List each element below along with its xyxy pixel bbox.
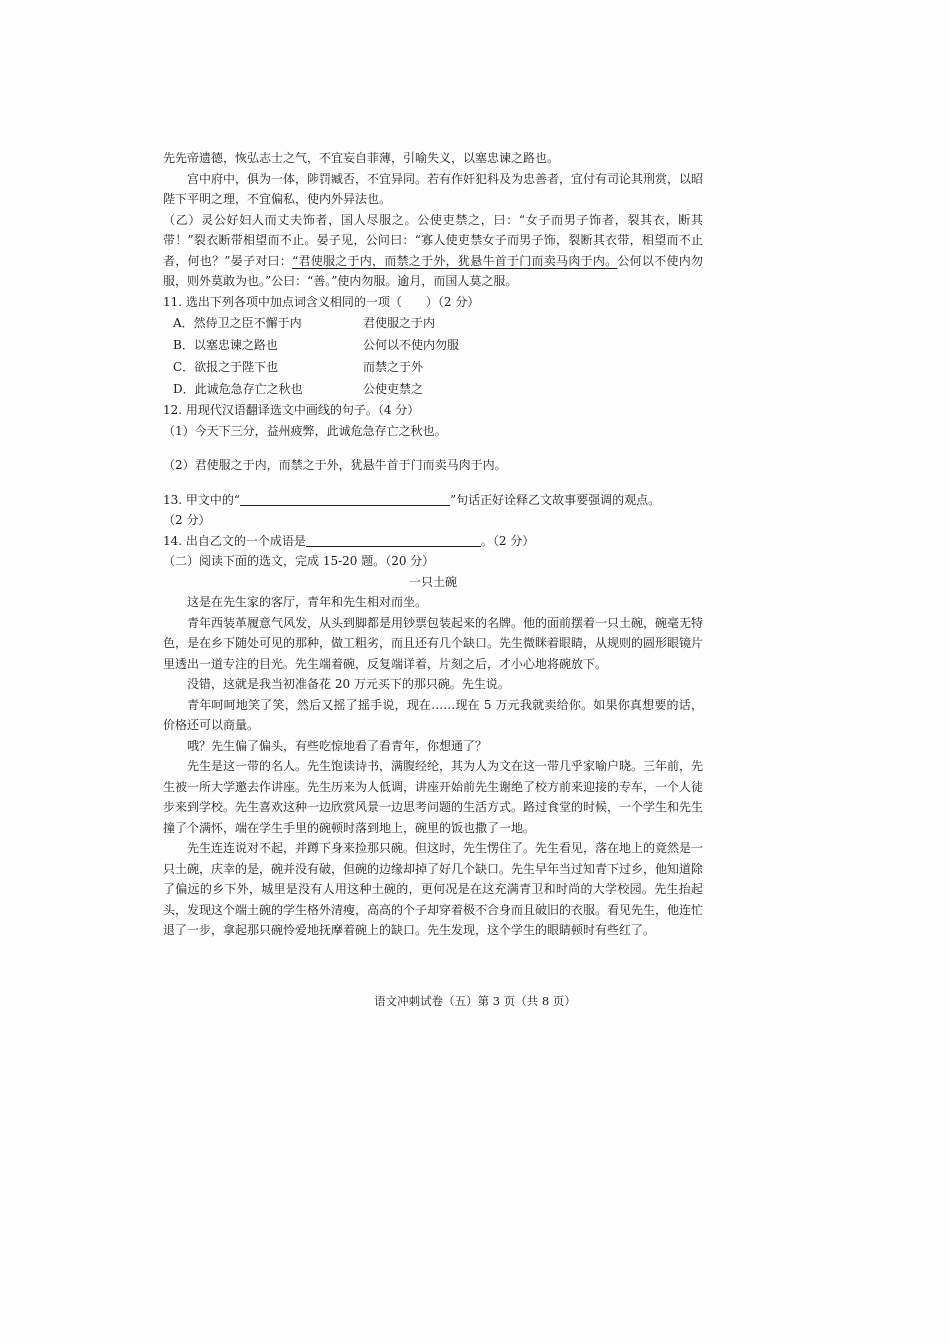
story-title: 一只土碗 xyxy=(408,574,457,589)
yi-passage xyxy=(163,210,703,292)
answer-space[interactable] xyxy=(163,441,703,455)
story-paragraph: 哦？先生偏了偏头，有些吃惊地看了看青年，你想通了？ xyxy=(187,738,488,753)
yi-underlined-sentence: “君使服之于内，而禁之于外，犹悬牛首于门而卖马肉于内。 xyxy=(292,253,618,268)
q14-stem xyxy=(163,531,703,552)
q14-text-before: 14. 出自乙文的一个成语是 xyxy=(163,533,306,548)
yi-text-after: 公何以不使内勿服，则外莫敢为也。”公曰：“善。”使内勿服。逾月，而国人莫之服。 xyxy=(163,253,703,288)
q14-answer-blank[interactable] xyxy=(306,533,481,547)
option-left: C．欲报之于陛下也 xyxy=(173,360,279,374)
option-right: 公何以不使内勿服 xyxy=(363,338,460,352)
option-right: 君使服之于内 xyxy=(363,316,436,330)
q13-text-after: ”句话正好诠释乙文故事要强调的观点。 xyxy=(450,492,661,507)
q11-option-a[interactable] xyxy=(163,312,703,334)
story-paragraph: 先生连连说对不起，并蹲下身来捡那只碗。但这时，先生愣住了。先生看见，落在地上的竟然是一只土碗，庆幸的是，碗并没有破，但碗的边缘却掉了好几个缺口。先生早年当过知青下过乡，他知道除了偏远的乡下外，城里是没有人用这种土碗的，更何况是在这充满青卫和时尚的大学校园。先生抬起头，发现这个端土碗的学生格外清瘦，高高的个子却穿着极不合身而且破旧的衣服。看见先生，他连忙退了一步，拿起那只碗怜爱地抚摩着碗上的缺口。先生发现，这个学生的眼睛顿时有些红了。 xyxy=(163,841,704,937)
option-left: A．然侍卫之臣不懈于内 xyxy=(173,316,302,330)
q11-option-b[interactable] xyxy=(163,334,703,356)
q12-item-2: （2）君使服之于内，而禁之于外，犹悬牛首于门而卖马肉于内。 xyxy=(163,458,507,472)
option-right: 而禁之于外 xyxy=(363,360,424,374)
q13-score: （2 分） xyxy=(163,513,211,527)
q13-stem xyxy=(163,490,703,511)
q12-stem: 12. 用现代汉语翻译选文中画线的句子。（4 分） xyxy=(163,403,420,417)
q12-item-1: （1）今天下三分，益州疲弊，此诚危急存亡之秋也。 xyxy=(163,423,447,438)
story-paragraph: 青年呵呵地笑了笑，然后又摇了摇手说，现在……现在 5 万元我就卖给你。如果你真想要的话，价格还可以商量。 xyxy=(163,697,703,732)
jia-line-1: 先先帝遗德，恢弘志士之气，不宜妄自菲薄，引喻失义，以塞忠谏之路也。 xyxy=(163,151,560,165)
q11-option-c[interactable] xyxy=(163,356,703,378)
page-content xyxy=(163,148,703,941)
q13-text-before: 13. 甲文中的“ xyxy=(163,492,241,507)
option-left: D．此诚危急存亡之秋也 xyxy=(173,382,303,396)
page-footer: 语文冲刺试卷（五）第 3 页（共 8 页） xyxy=(374,994,576,1008)
story-paragraph: 先生是这一带的名人。先生饱读诗书，满腹经纶，其为人为文在这一带几乎家喻户晓。三年前，先生被一所大学邀去作讲座。先生历来为人低调，讲座开始前先生谢绝了校方前来迎接的专车，一个人徒步来到学校。先生喜欢这种一边欣赏风景一边思考问题的生活方式。路过食堂的时候，一个学生和先生撞了个满怀，端在学生手里的碗顿时落到地上，碗里的饭也撒了一地。 xyxy=(163,759,704,835)
q13-answer-blank[interactable] xyxy=(240,492,450,506)
story-paragraph: 青年西装革履意气风发，从头到脚都是用钞票包装起来的名牌。他的面前摆着一只土碗，碗毫无特色，是在乡下随处可见的那种，做工粗劣，而且还有几个缺口。先生微眯着眼睛，从规则的圆形眼镜片里透出一道专注的目光。先生端着碗，反复端详着，片刻之后，才小心地将碗放下。 xyxy=(163,615,704,671)
answer-space[interactable] xyxy=(163,476,703,490)
story-paragraph: 这是在先生家的客厅，青年和先生相对而坐。 xyxy=(187,595,428,609)
q11-stem: 11. 选出下列各项中加点词含义相同的一项（ ）（2 分） xyxy=(163,294,480,309)
jia-line-2: 宫中府中，俱为一体，陟罚臧否，不宜异同。若有作奸犯科及为忠善者，宜付有司论其刑赏，以昭陛下平明之理，不宜偏私，使内外异法也。 xyxy=(163,171,704,206)
q11-option-d[interactable] xyxy=(163,378,703,400)
section2-heading: （二）阅读下面的选文，完成 15-20 题。（20 分） xyxy=(163,554,435,568)
q14-text-after: 。（2 分） xyxy=(480,533,535,548)
yi-text-before: （乙）灵公好妇人而丈夫饰者，国人尽服之。公使吏禁之，曰：“女子而男子饰者，裂其衣，断其带！”裂衣断带相望而不止。晏子见，公问曰：“寡人使吏禁女子而男子饰，裂断其衣带，相望而不止者，何也？”晏子对曰： xyxy=(163,212,703,268)
option-left: B．以塞忠谏之路也 xyxy=(173,338,278,352)
option-right: 公使吏禁之 xyxy=(363,382,424,396)
story-paragraph: 没错，这就是我当初准备花 20 万元买下的那只碗。先生说。 xyxy=(187,677,510,691)
